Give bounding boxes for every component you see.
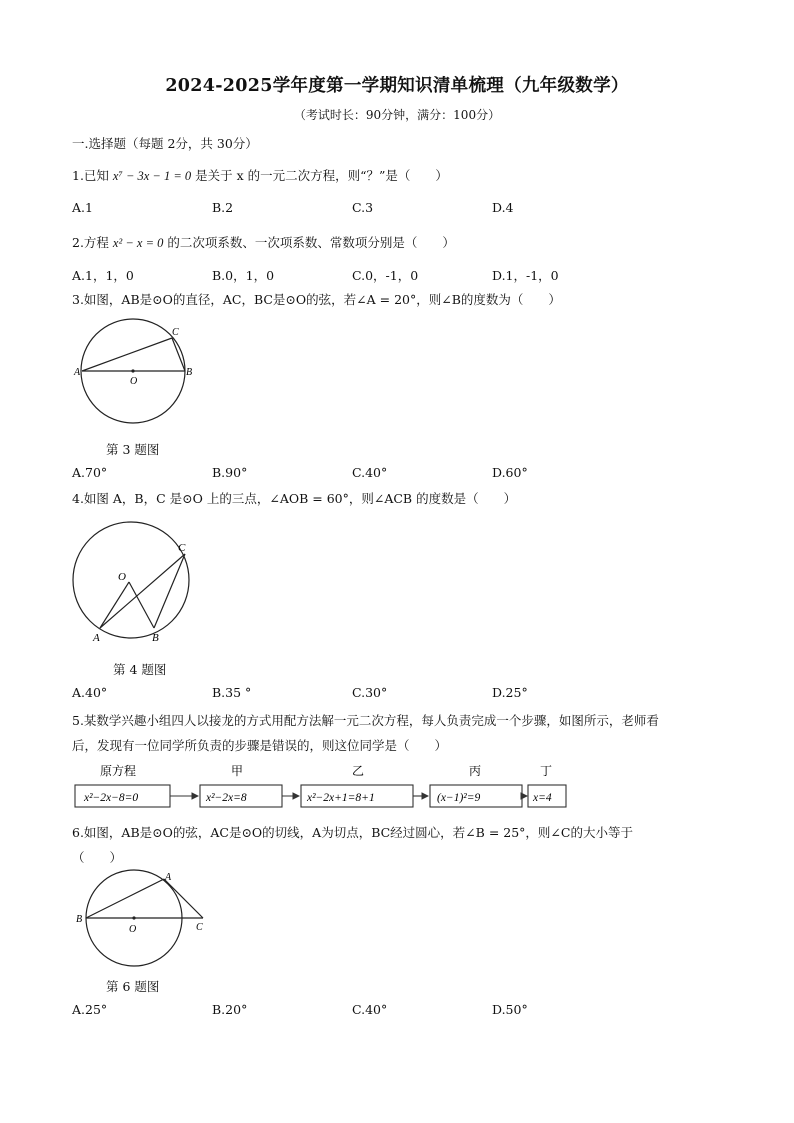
- q3-label-o: O: [130, 376, 138, 387]
- q4-option-c: C.30°: [352, 685, 388, 700]
- q4-label-o: O: [118, 571, 126, 583]
- q4-circle: [73, 522, 189, 638]
- q6-label-b: B: [76, 914, 83, 925]
- q4-option-b: B.35 °: [212, 685, 252, 700]
- flow-eq-yi: x²−2x+1=8+1: [307, 792, 375, 804]
- question-6-line-2: （ ）: [72, 850, 123, 865]
- q4-option-a: A.40°: [72, 685, 108, 700]
- q3-option-d: D.60°: [492, 465, 528, 480]
- flow-label-ding: 丁: [540, 764, 553, 778]
- q2-option-d: D.1，-1，0: [492, 268, 559, 283]
- q6-option-a: A.25°: [72, 1002, 108, 1017]
- q4-figure: [72, 520, 202, 645]
- question-2: [72, 233, 455, 251]
- question-5-line-2: 后，发现有一位同学所负责的步骤是错误的，则这位同学是（ ）: [72, 738, 448, 753]
- q3-option-c: C.40°: [352, 465, 388, 480]
- q4-label-a: A: [93, 632, 100, 644]
- question-3: 3.如图，AB是⊙O的直径，AC，BC是⊙O的弦，若∠A = 20°，则∠B的度数为（ ）: [72, 292, 561, 307]
- q1-option-d: D.4: [492, 200, 514, 215]
- section-heading: 一.选择题（每题 2分，共 30分）: [72, 136, 258, 151]
- q4-label-c: C: [178, 542, 186, 554]
- exam-info: （考试时长：90分钟，满分：100分）: [293, 108, 501, 122]
- q1-prefix: 1.已知: [72, 168, 109, 183]
- q3-label-a: A: [74, 367, 81, 378]
- q6-label-o: O: [129, 924, 137, 935]
- q5-flowchart: [72, 760, 582, 812]
- q1-option-c: C.3: [352, 200, 374, 215]
- q4-radius-oa: [100, 582, 129, 628]
- question-4: 4.如图 A，B，C 是⊙O 上的三点，∠AOB = 60°，则∠ACB 的度数是（ ）: [72, 491, 517, 506]
- q1-option-b: B.2: [212, 200, 234, 215]
- flow-eq-ding: x=4: [533, 792, 552, 804]
- q4-chord-bc: [154, 554, 185, 628]
- q4-radius-ob: [129, 582, 154, 628]
- question-5-line-1: 5.某数学兴趣小组四人以接龙的方式用配方法解一元二次方程，每人负责完成一个步骤，如图所示，老师看: [72, 713, 659, 728]
- flow-eq-bing: (x−1)²=9: [437, 792, 481, 804]
- q4-caption: 第 4 题图: [113, 662, 167, 677]
- q3-caption: 第 3 题图: [106, 442, 160, 457]
- q3-label-b: B: [186, 367, 193, 378]
- q3-option-a: A.70°: [72, 465, 108, 480]
- q6-option-d: D.50°: [492, 1002, 528, 1017]
- flow-label-bing: 丙: [469, 764, 482, 778]
- page-title: 2024-2025学年度第一学期知识清单梳理（九年级数学）: [165, 76, 629, 96]
- flow-label-original: 原方程: [100, 764, 137, 778]
- q4-option-d: D.25°: [492, 685, 528, 700]
- q6-option-c: C.40°: [352, 1002, 388, 1017]
- q6-center-dot: [132, 916, 135, 919]
- flow-eq-original: x²−2x−8=0: [84, 792, 139, 804]
- q1-suffix: 是关于 x 的一元二次方程，则“？”是（ ）: [195, 168, 448, 183]
- question-1: [72, 166, 448, 184]
- question-6-line-1: 6.如图，AB是⊙O的弦，AC是⊙O的切线，A为切点，BC经过圆心，若∠B = 25°，则∠C的大小等于: [72, 825, 633, 840]
- q6-figure: [72, 868, 222, 968]
- q3-chord-bc: [172, 338, 185, 371]
- q6-label-c: C: [196, 922, 203, 933]
- q6-tangent-ac: [164, 879, 203, 918]
- flow-label-yi: 乙: [352, 764, 365, 778]
- q2-option-a: A.1，1，0: [72, 268, 134, 283]
- q4-label-b: B: [152, 632, 159, 644]
- q3-center-dot: [131, 369, 134, 372]
- q3-label-c: C: [172, 327, 179, 338]
- flow-label-jia: 甲: [231, 764, 244, 778]
- q2-option-b: B.0，1，0: [212, 268, 275, 283]
- q2-option-c: C.0，-1，0: [352, 268, 419, 283]
- q2-suffix: 的二次项系数、一次项系数、常数项分别是（ ）: [167, 235, 455, 250]
- q6-caption: 第 6 题图: [106, 979, 160, 994]
- q2-prefix: 2.方程: [72, 235, 109, 250]
- q2-formula: x² − x = 0: [112, 236, 164, 250]
- q1-option-a: A.1: [72, 200, 93, 215]
- q3-option-b: B.90°: [212, 465, 248, 480]
- q1-formula: x⁷ − 3x − 1 = 0: [112, 169, 192, 183]
- flow-eq-jia: x²−2x=8: [206, 792, 247, 804]
- q6-chord-ab: [86, 879, 164, 918]
- q6-label-a: A: [165, 872, 172, 883]
- q3-figure: [72, 318, 202, 428]
- q6-option-b: B.20°: [212, 1002, 248, 1017]
- q3-chord-ac: [82, 338, 172, 371]
- q4-chord-ac: [100, 554, 185, 628]
